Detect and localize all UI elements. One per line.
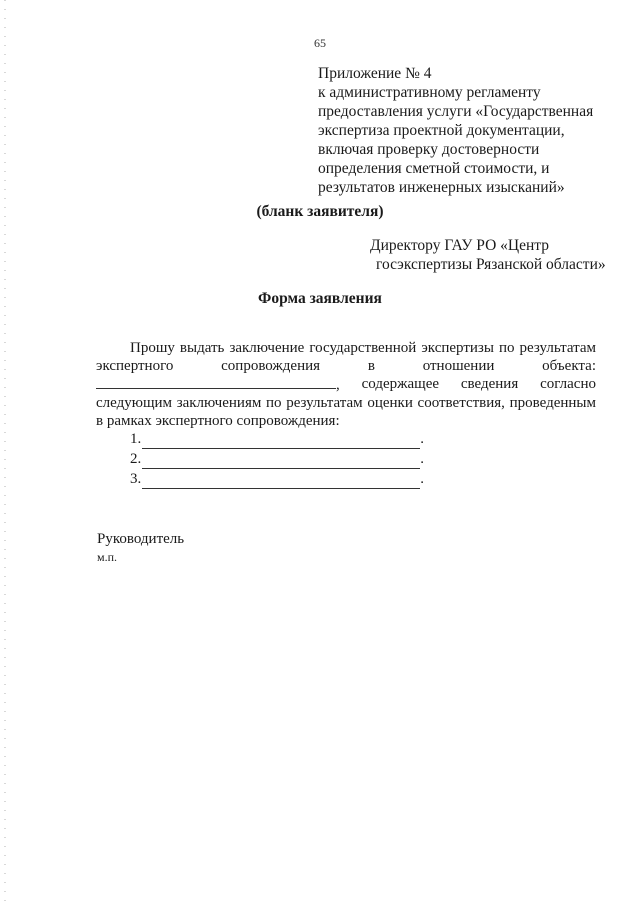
body-word: содержащее — [361, 376, 440, 392]
stamp-place-label: м.п. — [97, 550, 118, 564]
conclusion-list — [130, 429, 424, 489]
list-item-blank-line — [142, 434, 420, 449]
scan-edge-marks — [4, 0, 6, 905]
list-item-number: 3. — [130, 471, 142, 487]
object-field: , — [96, 375, 340, 394]
form-title: Форма заявления — [258, 290, 382, 307]
signature-block — [97, 530, 184, 566]
body-word: согласно — [540, 376, 596, 392]
body-word: сведения — [460, 376, 519, 392]
list-item — [130, 469, 424, 489]
application-body — [96, 339, 596, 430]
body-word: сопровождения — [221, 358, 321, 374]
list-item — [130, 449, 424, 469]
body-word: в — [367, 358, 375, 374]
body-word: экспертного — [96, 358, 174, 374]
body-word: объекта: — [542, 358, 596, 374]
signatory-title: Руководитель — [97, 531, 185, 547]
addressee-block — [370, 236, 606, 274]
list-item-end: . — [420, 451, 424, 467]
list-item-number: 1. — [130, 431, 142, 447]
object-blank-line — [96, 375, 336, 389]
appendix-line: определения сметной стоимости, и — [318, 160, 550, 177]
appendix-header — [318, 64, 593, 197]
body-line-4: следующим заключениям по результатам оценки соответствия, проведенным — [96, 395, 596, 411]
body-line-5: в рамках экспертного сопровождения: — [96, 413, 340, 429]
body-line-1: Прошу выдать заключение государственной экспертизы по результатам — [130, 340, 596, 356]
appendix-line: Приложение № 4 — [318, 65, 432, 82]
list-item-number: 2. — [130, 451, 142, 467]
body-line-3 — [96, 375, 596, 394]
addressee-line-2: госэкспертизы Рязанской области» — [376, 256, 606, 273]
list-item-blank-line — [142, 454, 420, 469]
body-word: отношении — [422, 358, 495, 374]
page-number: 65 — [314, 36, 326, 50]
list-item-end: . — [420, 431, 424, 447]
appendix-line: включая проверку достоверности — [318, 141, 540, 158]
applicant-letterhead-label: (бланк заявителя) — [256, 203, 384, 220]
list-item — [130, 429, 424, 449]
list-item-end: . — [420, 471, 424, 487]
appendix-line: экспертиза проектной документации, — [318, 122, 565, 139]
appendix-line: к административному регламенту — [318, 84, 541, 101]
appendix-line: результатов инженерных изысканий» — [318, 179, 565, 196]
appendix-line: предоставления услуги «Государственная — [318, 103, 594, 120]
addressee-line-1: Директору ГАУ РО «Центр — [370, 237, 549, 254]
list-item-blank-line — [142, 474, 420, 489]
body-line-2 — [96, 357, 596, 375]
